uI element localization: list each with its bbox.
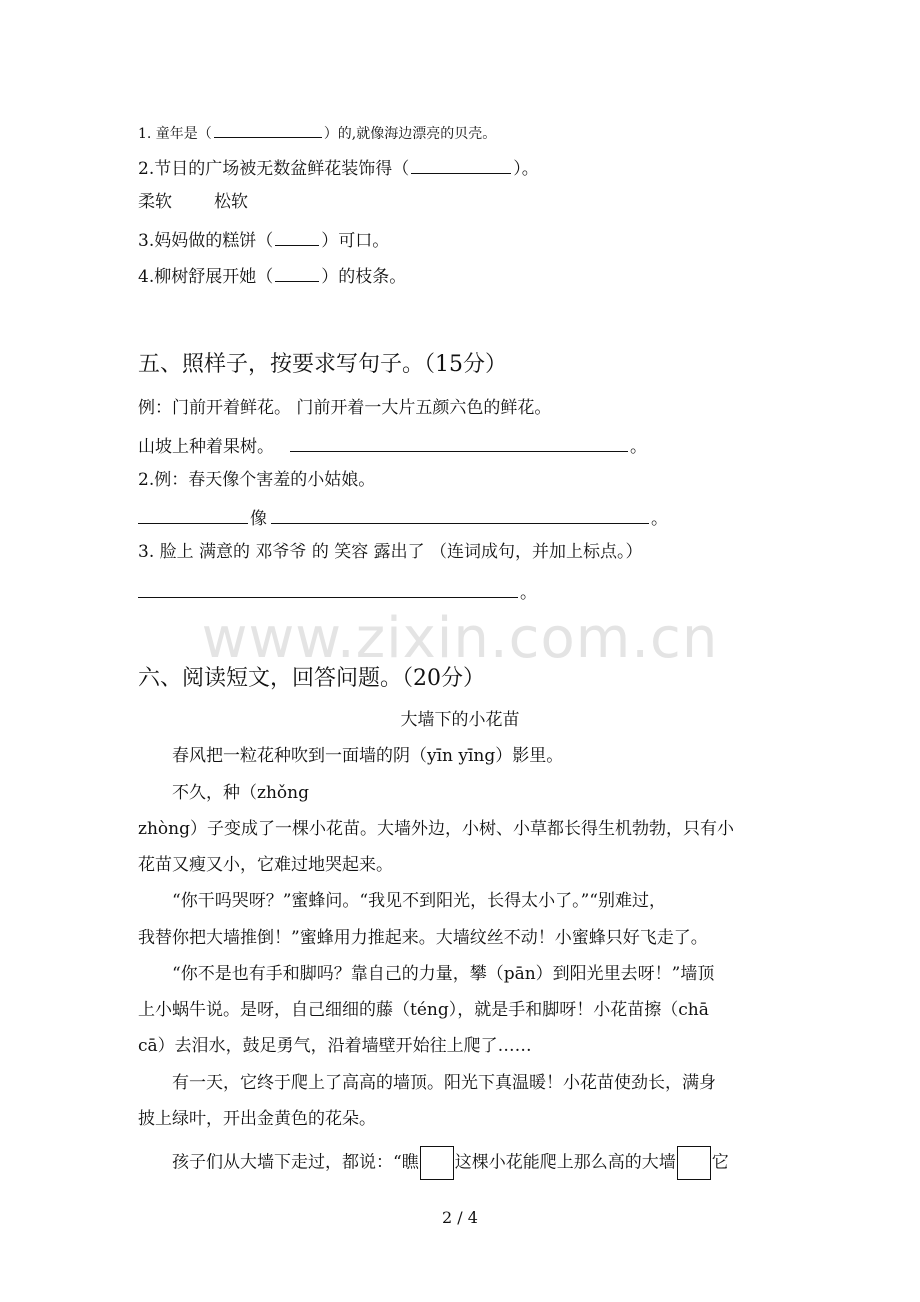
section-5-title: 五、照样子，按要求写句子。（15分） [138,352,507,377]
punctuation-box[interactable] [677,1146,711,1180]
answer-line[interactable] [271,508,649,524]
question-4-1: 1. 童年是（ ）的,就像海边漂亮的贝壳。 [138,122,496,141]
paragraph-2-line-3: 花苗又瘦又小，它难过地哭起来。 [138,855,393,875]
paragraph-3-line-2: 我替你把大墙推倒！”蜜蜂用力推起来。大墙纹丝不动！小蜜蜂只好飞走了。 [138,928,708,948]
paragraph-1: 春风把一粒花种吹到一面墙的阴（yīn yīng）影里。 [172,746,564,766]
punctuation-box[interactable] [420,1146,454,1180]
word-options: 柔软 松软 [138,192,248,212]
paragraph-6-line-1: 孩子们从大墙下走过，都说：“瞧 这棵小花能爬上那么高的大墙 它 [172,1146,729,1180]
answer-line[interactable] [290,436,628,452]
question-5-1: 山坡上种着果树。 。 [138,437,647,457]
answer-blank[interactable] [275,230,319,246]
paragraph-2-line-1: 不久，种（zhǒng [172,783,309,803]
paragraph-4-line-2: 上小蜗牛说。是呀，自己细细的藤（téng），就是手和脚呀！小花苗擦（chā [138,1000,709,1020]
answer-blank[interactable] [214,122,322,138]
answer-blank[interactable] [275,266,319,282]
answer-blank[interactable] [411,158,511,174]
example-sentence: 例：门前开着鲜花。 门前开着一大片五颜六色的鲜花。 [138,398,552,418]
section-6-title: 六、阅读短文，回答问题。（20分） [138,666,485,691]
question-5-2: 像 。 [138,508,668,528]
page-number: 2 / 4 [442,1208,478,1227]
question-4-4: 4.柳树舒展开她（ ）的枝条。 [138,267,407,287]
paragraph-4-line-1: “你不是也有手和脚吗？靠自己的力量，攀（pān）到阳光里去呀！”墙顶 [172,964,715,984]
answer-line[interactable] [138,582,518,598]
paragraph-4-line-3: cā）去泪水，鼓足勇气，沿着墙壁开始往上爬了…… [138,1036,532,1056]
question-4-2: 2.节日的广场被无数盆鲜花装饰得（ ）。 [138,159,539,179]
story-title: 大墙下的小花苗 [400,710,520,730]
watermark: www.zixin.com.cn [201,606,719,671]
paragraph-3-line-1: “你干吗哭呀？”蜜蜂问。“我见不到阳光，长得太小了。”“别难过， [172,891,666,911]
paragraph-5-line-2: 披上绿叶，开出金黄色的花朵。 [138,1109,376,1129]
answer-line[interactable] [138,508,248,524]
question-4-3: 3.妈妈做的糕饼（ ）可口。 [138,231,390,251]
paragraph-5-line-1: 有一天，它终于爬上了高高的墙顶。阳光下真温暖！小花苗使劲长，满身 [172,1073,716,1093]
question-5-2-example: 2.例：春天像个害羞的小姑娘。 [138,470,376,490]
paragraph-2-line-2: zhòng）子变成了一棵小花苗。大墙外边，小树、小草都长得生机勃勃，只有小 [138,819,734,839]
question-5-3-answer: 。 [138,582,537,602]
question-5-3: 3. 脸上 满意的 邓爷爷 的 笑容 露出了 （连词成句，并加上标点。） [138,542,643,562]
